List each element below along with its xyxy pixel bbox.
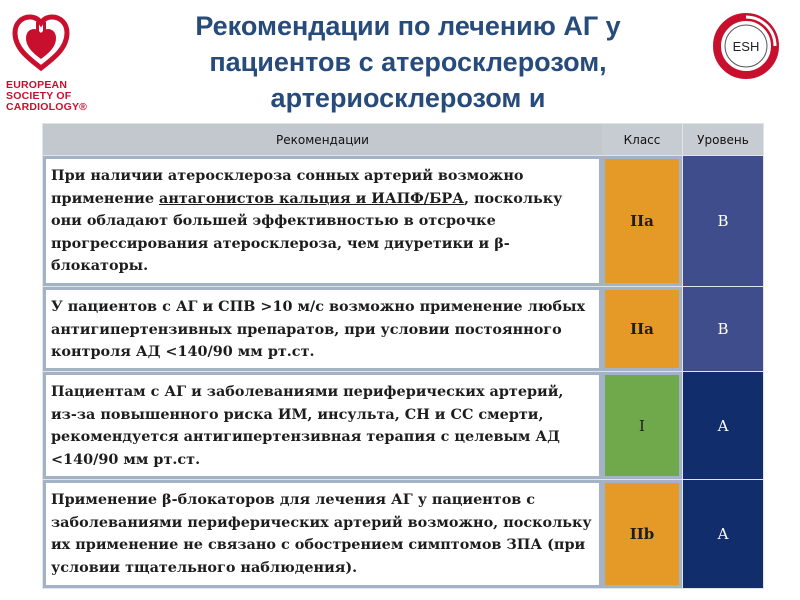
heart-icon — [10, 12, 72, 74]
title-line: пациентов с атеросклерозом, — [209, 47, 607, 77]
recommendation-text: Применение β-блокаторов для лечения АГ у пациентов с заболеваниями периферических артерий возможно, поскольку их применение не связано с обострением симптомов ЗПА (при условии тщательного наблюдения). — [43, 480, 602, 588]
recommendations-table — [42, 123, 764, 589]
level-badge: A — [683, 480, 763, 588]
class-badge: I — [602, 372, 682, 479]
title-line: Рекомендации по лечению АГ у — [195, 11, 621, 41]
esc-logo — [6, 12, 106, 112]
table-row — [42, 372, 764, 479]
page-title — [108, 8, 708, 120]
header-recommendations: Рекомендации — [43, 124, 602, 155]
class-badge: IIa — [602, 156, 682, 286]
esc-name-line: EUROPEAN — [6, 79, 68, 91]
header-level: Уровень — [683, 124, 763, 155]
esh-ring-icon — [712, 12, 780, 80]
esc-name — [6, 80, 116, 113]
esc-name-line: SOCIETY OF — [6, 90, 72, 102]
level-badge: B — [683, 156, 763, 286]
recommendation-text: У пациентов с АГ и СПВ >10 м/с возможно применение любых антигипертензивных препаратов, при условии постоянного контроля АД <140/90 мм рт.ст. — [43, 287, 602, 371]
recommendation-text-part: , поскольку они обладают большей эффективностью в отсрочке прогрессирования атеросклероза, чем диуретики и β-блокаторы. — [51, 189, 563, 274]
class-badge: IIa — [602, 287, 682, 371]
table-row — [42, 287, 764, 371]
recommendation-text-underlined: антагонистов кальция и ИАПФ/БРА — [159, 189, 464, 207]
level-badge: B — [683, 287, 763, 371]
esh-logo — [712, 12, 780, 80]
recommendation-text-part: При наличии атеросклероза сонных артерий возможно применение — [51, 167, 524, 207]
table-row — [42, 480, 764, 588]
recommendation-text: Пациентам с АГ и заболеваниями периферических артерий, из-за повышенного риска ИМ, инсульта, СН и СС смерти, рекомендуется антигипертензивная терапия с целевым АД <140/90 мм рт.ст. — [43, 372, 602, 479]
table-row — [42, 156, 764, 286]
esh-text: ESH — [732, 39, 760, 54]
level-badge: A — [683, 372, 763, 479]
table-header-row — [42, 124, 764, 155]
header-class: Класс — [602, 124, 682, 155]
esc-name-line: CARDIOLOGY® — [6, 101, 88, 113]
recommendation-text — [43, 156, 602, 286]
class-badge: IIb — [602, 480, 682, 588]
title-line: артериосклерозом и — [270, 83, 546, 113]
